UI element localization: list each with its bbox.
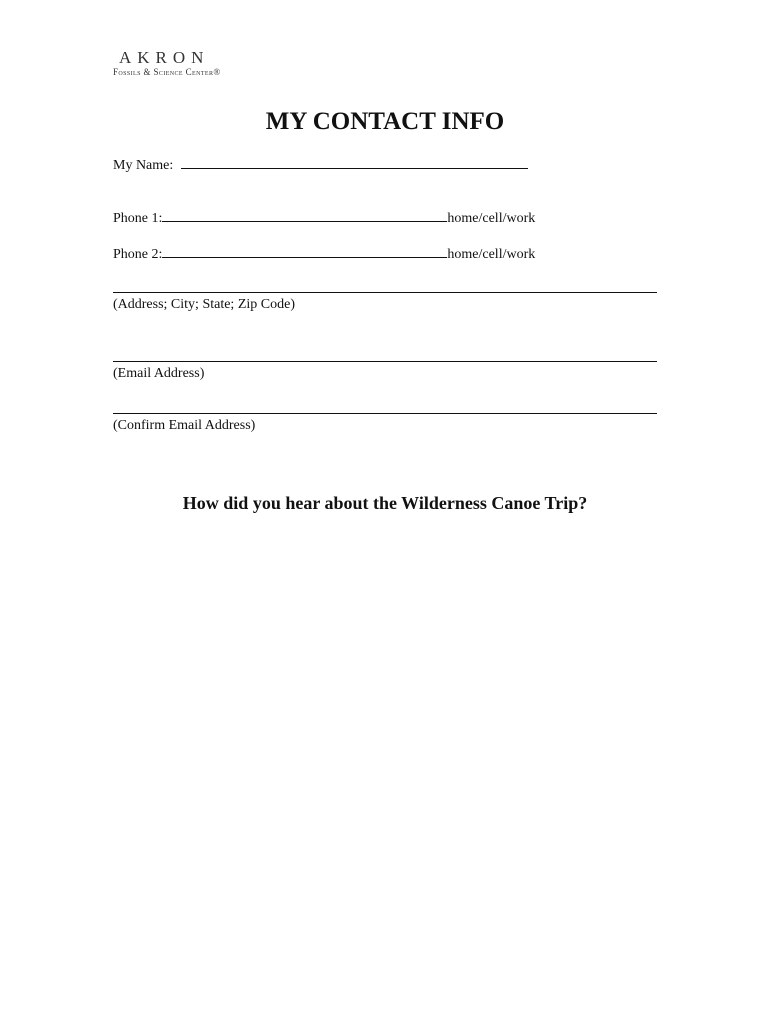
name-blank-line[interactable] (181, 154, 528, 169)
phone1-blank-line[interactable] (162, 207, 447, 222)
phone2-field (113, 243, 535, 264)
akron-logo (113, 49, 273, 78)
logo-wordmark: AKRON (119, 48, 210, 67)
address-caption: (Address; City; State; Zip Code) (113, 297, 295, 312)
email-caption: (Email Address) (113, 366, 205, 381)
phone1-label: Phone 1: (113, 211, 163, 226)
phone2-type: home/cell/work (447, 247, 536, 262)
phone2-blank-line[interactable] (162, 243, 447, 258)
email-blank-line[interactable] (113, 361, 657, 362)
confirm-email-blank-line[interactable] (113, 413, 657, 414)
name-label: My Name: (113, 158, 174, 173)
phone1-type: home/cell/work (447, 211, 536, 226)
logo-subtitle: Fossils & Science Center® (113, 67, 221, 77)
address-blank-line[interactable] (113, 292, 657, 293)
page-title: MY CONTACT INFO (265, 108, 505, 135)
survey-question: How did you hear about the Wilderness Canoe Trip? (182, 493, 588, 513)
name-field (113, 154, 528, 175)
confirm-email-caption: (Confirm Email Address) (113, 418, 256, 433)
phone2-label: Phone 2: (113, 247, 163, 262)
phone1-field (113, 207, 535, 228)
